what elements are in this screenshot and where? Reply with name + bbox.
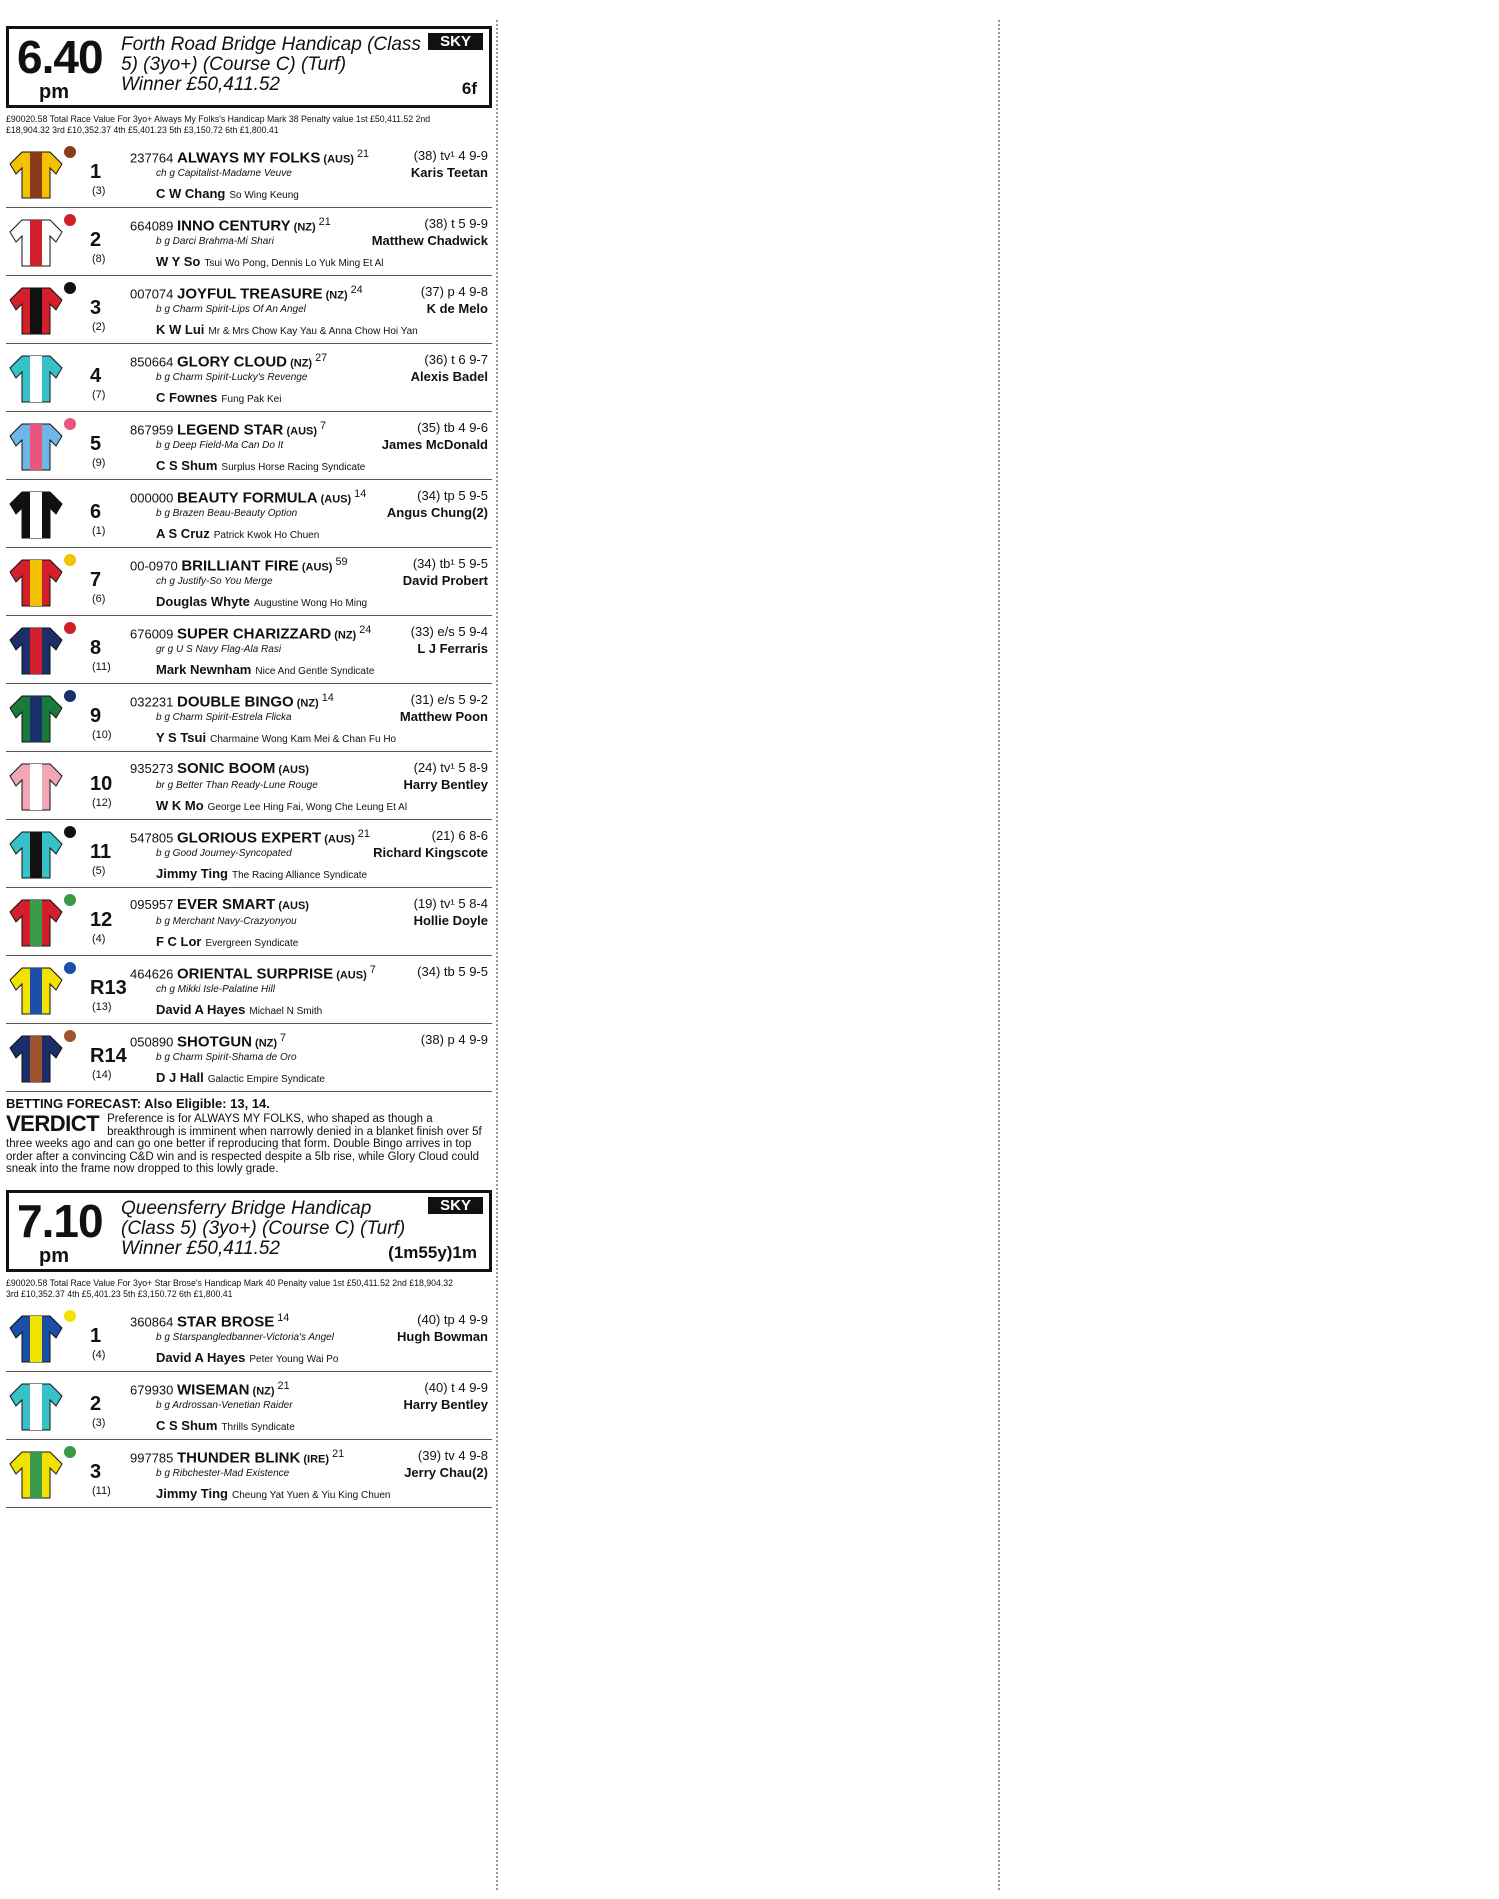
rating-block [373, 828, 488, 860]
draw: (2) [92, 321, 106, 333]
jockey: Y S Tsui Charmaine Wong Kam Mei & Chan Fu Ho [156, 730, 397, 745]
days-since-run: 24 [356, 624, 372, 636]
draw: (9) [92, 457, 106, 469]
column-left [6, 26, 492, 1508]
runner-row [6, 956, 492, 1024]
jockey: W K Mo George Lee Hing Fai, Wong Che Leung Et Al [156, 798, 408, 813]
country: (AUS) [320, 153, 354, 166]
race-winner: Winner £50,411.52 [121, 74, 280, 95]
rating-age-weight: (37) p 4 9-8 [420, 284, 488, 299]
country: (AUS) [317, 493, 352, 506]
cap-icon [64, 690, 76, 702]
country: (NZ) [287, 357, 313, 370]
race-pm: pm [39, 1244, 69, 1267]
race-distance: 6f [461, 79, 477, 98]
owner: Augustine Wong Ho Ming [253, 598, 368, 609]
saddle-number: 4 [90, 365, 102, 387]
saddle-number: 3 [90, 1460, 102, 1483]
prize-line: £90020.58 Total Race Value For 3yo+ Star Brose's Handicap Mark 40 Penalty value 1st £50,411.52 2nd £18,904.32 3rd £10,352.37 4th £5,401.23 5th £3,150.72 6th £1,800.41 [6, 1277, 453, 1300]
jockey-silks-icon [8, 214, 64, 270]
rating-block [387, 488, 488, 520]
form-figures: 935273 [130, 761, 177, 776]
jockey: Jimmy Ting Cheung Yat Yuen & Yiu King Chuen [156, 1485, 391, 1501]
owner: Mr & Mrs Chow Kay Yau & Anna Chow Hoi Yan [208, 326, 418, 337]
cap-icon [64, 758, 76, 770]
form-and-name [130, 760, 309, 777]
form-and-name [130, 216, 331, 234]
horse-name[interactable]: JOYFUL TREASURE [177, 285, 323, 303]
saddle-number: 11 [90, 841, 112, 863]
rating-block [414, 896, 488, 928]
saddle-number: 3 [90, 297, 102, 319]
cap-icon [64, 826, 76, 838]
form-figures: 000000 [130, 490, 177, 506]
draw: (3) [92, 1416, 106, 1429]
form-and-name [130, 964, 376, 982]
form-figures: 547805 [130, 830, 177, 846]
trainer: Harry Bentley [403, 777, 488, 792]
horse-name[interactable]: SUPER CHARIZZARD [177, 625, 332, 643]
draw: (11) [92, 661, 111, 673]
trainer: Hollie Doyle [413, 913, 488, 928]
days-since-run: 24 [347, 284, 363, 296]
cap-icon [64, 1310, 76, 1322]
jockey-silks-icon [8, 146, 64, 202]
days-since-run: 14 [318, 692, 334, 704]
pedigree: b g Charm Spirit-Lips Of An Angel [156, 304, 306, 315]
column-divider [496, 20, 498, 1890]
jockey: David A Hayes Peter Young Wai Po [156, 1349, 339, 1365]
form-and-name [130, 624, 371, 642]
jockey: C S Shum Surplus Horse Racing Syndicate [156, 458, 366, 473]
rating-block [400, 692, 488, 724]
jockey-silks-icon [8, 1446, 64, 1502]
country: (NZ) [290, 221, 316, 234]
pedigree: ch g Capitalist-Madame Veuve [156, 168, 292, 179]
pedigree: b g Darci Brahma-Mi Shari [156, 236, 274, 247]
runner-row [6, 888, 492, 956]
jockey: C Fownes Fung Pak Kei [156, 390, 282, 405]
owner: Tsui Wo Pong, Dennis Lo Yuk Ming Et Al [204, 258, 384, 269]
trainer: Richard Kingscote [373, 845, 488, 860]
jockey-silks-icon [8, 758, 64, 814]
country: (AUS) [321, 833, 355, 846]
pedigree: br g Better Than Ready-Lune Rouge [156, 780, 318, 791]
owner: Nice And Gentle Syndicate [255, 666, 375, 677]
horse-name[interactable]: GLORIOUS EXPERT [177, 829, 322, 847]
draw: (3) [92, 185, 106, 197]
days-since-run: 7 [317, 420, 327, 432]
form-and-name [130, 148, 369, 166]
jockey: D J Hall Galactic Empire Syndicate [156, 1070, 325, 1085]
cap-icon [64, 214, 76, 226]
jockey-silks-icon [8, 826, 64, 882]
jockey-silks-icon [8, 622, 64, 678]
jockey-silks-icon [8, 1378, 64, 1434]
form-figures: 664089 [130, 218, 177, 234]
owner: Charmaine Wong Kam Mei & Chan Fu Ho [210, 734, 397, 745]
rating-age-weight: (24) tv¹ 5 8-9 [413, 760, 488, 775]
horse-name[interactable]: GLORY CLOUD [177, 353, 288, 371]
prize-line: £90020.58 Total Race Value For 3yo+ Always My Folks's Handicap Mark 38 Penalty value 1st £50,411.52 2nd £18,904.32 3rd £10,352.37 4th £5,401.23 5th £3,150.72 6th £1,800.41 [6, 114, 431, 136]
rating-block [403, 760, 488, 792]
form-figures: 850664 [130, 354, 177, 370]
jockey-silks-icon [8, 418, 64, 474]
sky-badge: SKY [428, 33, 483, 50]
runner-row [6, 684, 492, 752]
betting-forecast: BETTING FORECAST: Also Eligible: 13, 14. [6, 1096, 270, 1111]
days-since-run: 7 [366, 964, 376, 976]
rating-age-weight: (40) t 4 9-9 [424, 1379, 488, 1395]
saddle-number: 7 [90, 569, 102, 591]
race-time: 6.40 [17, 31, 103, 83]
owner: Galactic Empire Syndicate [207, 1074, 325, 1085]
jockey: C S Shum Thrills Syndicate [156, 1417, 295, 1433]
draw: (11) [92, 1484, 111, 1497]
horse-name[interactable]: EVER SMART [177, 896, 276, 913]
column-divider [998, 20, 1000, 1890]
owner: Surplus Horse Racing Syndicate [221, 462, 366, 473]
cap-icon [64, 1446, 76, 1458]
jockey: W Y So Tsui Wo Pong, Dennis Lo Yuk Ming Et Al [156, 254, 384, 269]
rating-age-weight: (31) e/s 5 9-2 [410, 692, 488, 707]
jockey: David A Hayes Michael N Smith [156, 1002, 323, 1017]
draw: (1) [92, 525, 106, 537]
rating-block [411, 352, 488, 384]
days-since-run: 21 [354, 828, 370, 840]
trainer: James McDonald [381, 437, 488, 452]
rating-age-weight: (38) p 4 9-9 [420, 1032, 488, 1047]
form-and-name [130, 1380, 290, 1398]
jockey: Jimmy Ting The Racing Alliance Syndicate [156, 866, 368, 881]
race-pm: pm [39, 81, 69, 103]
horse-name[interactable]: INNO CENTURY [177, 217, 291, 235]
saddle-number: 1 [90, 161, 102, 183]
rating-age-weight: (40) tp 4 9-9 [417, 1311, 488, 1327]
horse-name[interactable]: BRILLIANT FIRE [181, 557, 299, 575]
owner: Thrills Syndicate [221, 1421, 295, 1433]
sky-badge: SKY [428, 1197, 483, 1214]
form-figures: 095957 [130, 897, 177, 912]
form-and-name [130, 556, 348, 574]
horse-name[interactable]: STAR BROSE [177, 1312, 275, 1330]
days-since-run: 21 [353, 148, 370, 160]
rating-block [372, 216, 488, 248]
owner: Evergreen Syndicate [205, 938, 299, 949]
pedigree: b g Merchant Navy-Crazyonyou [156, 916, 297, 927]
rating-age-weight: (34) tb¹ 5 9-5 [412, 556, 488, 571]
trainer: Matthew Chadwick [371, 233, 488, 248]
pedigree: gr g U S Navy Flag-Ala Rasi [156, 644, 282, 655]
saddle-number: 2 [90, 1392, 102, 1415]
pedigree: b g Deep Field-Ma Can Do It [156, 440, 284, 451]
owner: The Racing Alliance Syndicate [232, 870, 368, 881]
days-since-run: 14 [351, 488, 367, 500]
pedigree: b g Good Journey-Syncopated [156, 848, 292, 859]
rating-block [421, 284, 488, 316]
draw: (12) [92, 797, 112, 809]
rating-block [403, 556, 488, 588]
jockey-silks-icon [8, 1310, 64, 1366]
saddle-number: R13 [90, 977, 127, 999]
runner-list [6, 140, 492, 1092]
rating-age-weight: (38) t 5 9-9 [424, 216, 488, 231]
saddle-number: R14 [90, 1045, 127, 1067]
jockey-silks-icon [8, 1030, 64, 1086]
runner-row [6, 1304, 492, 1372]
cap-icon [64, 418, 76, 430]
horse-name[interactable]: DOUBLE BINGO [177, 693, 294, 711]
owner: Cheung Yat Yuen & Yiu King Chuen [232, 1489, 391, 1501]
trainer: K de Melo [426, 301, 488, 316]
cap-icon [64, 962, 76, 974]
form-figures: 997785 [130, 1449, 177, 1465]
trainer: L J Ferraris [417, 641, 488, 656]
owner: George Lee Hing Fai, Wong Che Leung Et Al [207, 802, 408, 813]
runner-row [6, 1372, 492, 1440]
saddle-number: 9 [90, 705, 102, 727]
race-header [6, 1190, 492, 1272]
country: (AUS) [275, 900, 309, 912]
cap-icon [64, 350, 76, 362]
saddle-number: 2 [90, 229, 102, 251]
jockey: Douglas Whyte Augustine Wong Ho Ming [156, 594, 368, 609]
form-figures: 360864 [130, 1313, 177, 1329]
country: (IRE) [300, 1452, 330, 1465]
draw: (7) [92, 389, 106, 401]
form-and-name [130, 692, 334, 710]
race-title: Queensferry Bridge Handicap (Class 5) (3yo+) (Course C) (Turf) Winner £50,411.52 [121, 1199, 421, 1259]
form-and-name [130, 1032, 286, 1050]
draw: (13) [92, 1001, 112, 1013]
horse-name[interactable]: SHOTGUN [177, 1033, 252, 1051]
jockey: C W Chang So Wing Keung [156, 186, 299, 201]
runner-row [6, 820, 492, 888]
country: (AUS) [275, 764, 309, 776]
runner-row [6, 1440, 492, 1508]
days-since-run: 14 [274, 1311, 290, 1324]
jockey-silks-icon [8, 962, 64, 1018]
jockey: K W Lui Mr & Mrs Chow Kay Yau & Anna Chow Hoi Yan [156, 322, 418, 337]
runner-row [6, 1024, 492, 1092]
cap-icon [64, 1378, 76, 1390]
owner: So Wing Keung [229, 190, 299, 201]
country: (NZ) [322, 289, 348, 302]
rating-block [403, 1380, 488, 1412]
rating-age-weight: (33) e/s 5 9-4 [410, 624, 488, 639]
country: (NZ) [331, 629, 357, 642]
jockey: A S Cruz Patrick Kwok Ho Chuen [156, 526, 320, 541]
saddle-number: 10 [90, 773, 113, 795]
jockey-silks-icon [8, 282, 64, 338]
form-and-name [130, 284, 363, 302]
runner-row [6, 208, 492, 276]
runner-row [6, 344, 492, 412]
draw: (5) [92, 865, 106, 877]
rating-age-weight: (21) 6 8-6 [431, 828, 488, 843]
pedigree: b g Charm Spirit-Estrela Flicka [156, 712, 292, 723]
form-figures: 00-0970 [130, 558, 182, 574]
form-figures: 679930 [130, 1381, 177, 1397]
country: (AUS) [333, 969, 367, 982]
form-and-name [130, 352, 327, 370]
pedigree: b g Charm Spirit-Lucky's Revenge [156, 372, 308, 383]
cap-icon [64, 282, 76, 294]
days-since-run: 27 [312, 352, 328, 364]
trainer: Harry Bentley [403, 1396, 488, 1412]
runner-row [6, 548, 492, 616]
form-figures: 032231 [130, 694, 177, 710]
form-and-name [130, 828, 370, 846]
rating-block [404, 1448, 488, 1480]
draw: (10) [92, 729, 112, 741]
country: (NZ) [293, 697, 319, 710]
cap-icon [64, 1030, 76, 1042]
country: (NZ) [249, 1384, 275, 1397]
jockey: Mark Newnham Nice And Gentle Syndicate [156, 662, 375, 677]
form-and-name [130, 1448, 344, 1466]
trainer: Karis Teetan [410, 165, 488, 180]
horse-name[interactable]: ALWAYS MY FOLKS [177, 149, 321, 167]
form-figures: 237764 [130, 150, 177, 166]
owner: Fung Pak Kei [221, 394, 282, 405]
days-since-run: 7 [277, 1032, 287, 1044]
form-and-name [130, 1312, 289, 1330]
race-title: Forth Road Bridge Handicap (Class 5) (3yo+) (Course C) (Turf) Winner £50,411.52 [121, 34, 421, 95]
country: (AUS) [298, 561, 333, 574]
form-and-name [130, 896, 309, 913]
jockey-silks-icon [8, 894, 64, 950]
pedigree: b g Starspangledbanner-Victoria's Angel [156, 1331, 334, 1343]
cap-icon [64, 146, 76, 158]
cap-icon [64, 486, 76, 498]
rating-block [411, 148, 488, 180]
runner-row [6, 752, 492, 820]
owner: Peter Young Wai Po [249, 1353, 339, 1365]
rating-block [382, 420, 488, 452]
country: (NZ) [252, 1037, 278, 1050]
owner: Michael N Smith [249, 1006, 323, 1017]
cap-icon [64, 894, 76, 906]
jockey-silks-icon [8, 690, 64, 746]
form-figures: 676009 [130, 626, 177, 642]
trainer: Matthew Poon [399, 709, 488, 724]
rating-block [417, 964, 488, 981]
pedigree: b g Charm Spirit-Shama de Oro [156, 1052, 297, 1063]
runner-row [6, 140, 492, 208]
rating-age-weight: (34) tp 5 9-5 [417, 488, 488, 503]
jockey: F C Lor Evergreen Syndicate [156, 934, 299, 949]
draw: (8) [92, 253, 106, 265]
trainer: Angus Chung(2) [386, 505, 488, 520]
verdict: VERDICT Preference is for ALWAYS MY FOLKS, who shaped as though a breakthrough is imminent when narrowly denied in a blanket finish over 5f three weeks ago and can go one better if reproducing that form. Double Bingo arrives in top order after a convincing C&D win and is respected despite a 5lb rise, while Glory Cloud could sneak into the frame now dropped to this lowly grade. [6, 1111, 482, 1175]
jockey-silks-icon [8, 350, 64, 406]
pedigree: b g Ribchester-Mad Existence [156, 1467, 290, 1479]
horse-name[interactable]: WISEMAN [177, 1380, 250, 1398]
cap-icon [64, 554, 76, 566]
runner-row [6, 480, 492, 548]
rating-age-weight: (36) t 6 9-7 [424, 352, 488, 367]
horse-name[interactable]: SONIC BOOM [177, 760, 276, 777]
race-time: 7.10 [17, 1194, 103, 1247]
days-since-run: 21 [315, 216, 331, 228]
form-figures: 050890 [130, 1034, 177, 1050]
rating-block [421, 1032, 488, 1049]
saddle-number: 12 [90, 909, 113, 931]
country: (AUS) [283, 425, 318, 438]
rating-age-weight: (19) tv¹ 5 8-4 [413, 896, 488, 911]
horse-name[interactable]: THUNDER BLINK [177, 1448, 301, 1466]
trainer: Alexis Badel [410, 369, 488, 384]
race-header [6, 26, 492, 108]
horse-name[interactable]: BEAUTY FORMULA [177, 489, 318, 507]
form-figures: 007074 [130, 286, 177, 302]
rating-age-weight: (34) tb 5 9-5 [417, 964, 488, 979]
form-and-name [130, 420, 326, 438]
trainer: Hugh Bowman [397, 1328, 488, 1344]
rating-block [397, 1312, 488, 1344]
race-distance: (1m55y)1m [388, 1242, 477, 1262]
horse-name[interactable]: ORIENTAL SURPRISE [177, 965, 334, 983]
draw: (14) [92, 1069, 112, 1081]
pedigree: ch g Justify-So You Merge [156, 576, 273, 587]
jockey-silks-icon [8, 486, 64, 542]
draw: (4) [92, 933, 106, 945]
saddle-number: 1 [90, 1324, 102, 1347]
form-figures: 464626 [130, 966, 177, 982]
days-since-run: 59 [332, 556, 348, 568]
form-and-name [130, 488, 366, 506]
rating-age-weight: (35) tb 4 9-6 [417, 420, 488, 435]
runner-row [6, 616, 492, 684]
saddle-number: 5 [90, 433, 102, 455]
rating-age-weight: (38) tv¹ 4 9-9 [413, 148, 488, 163]
runner-row [6, 412, 492, 480]
draw: (4) [92, 1348, 106, 1361]
saddle-number: 8 [90, 637, 102, 659]
trainer: Jerry Chau(2) [404, 1464, 488, 1480]
pedigree: ch g Mikki Isle-Palatine Hill [156, 984, 275, 995]
days-since-run: 21 [329, 1447, 345, 1460]
rating-block [411, 624, 488, 656]
jockey-silks-icon [8, 554, 64, 610]
runner-list [6, 1304, 492, 1508]
pedigree: b g Ardrossan-Venetian Raider [156, 1399, 293, 1411]
rating-age-weight: (39) tv 4 9-8 [417, 1447, 488, 1463]
race-winner: Winner £50,411.52 [121, 1237, 280, 1259]
pedigree: b g Brazen Beau-Beauty Option [156, 508, 298, 519]
trainer: David Probert [402, 573, 488, 588]
horse-name[interactable]: LEGEND STAR [177, 421, 284, 439]
owner: Patrick Kwok Ho Chuen [213, 530, 320, 541]
runner-row [6, 276, 492, 344]
form-figures: 867959 [130, 422, 177, 438]
days-since-run: 21 [274, 1379, 290, 1392]
saddle-number: 6 [90, 501, 102, 523]
cap-icon [64, 622, 76, 634]
draw: (6) [92, 593, 106, 605]
